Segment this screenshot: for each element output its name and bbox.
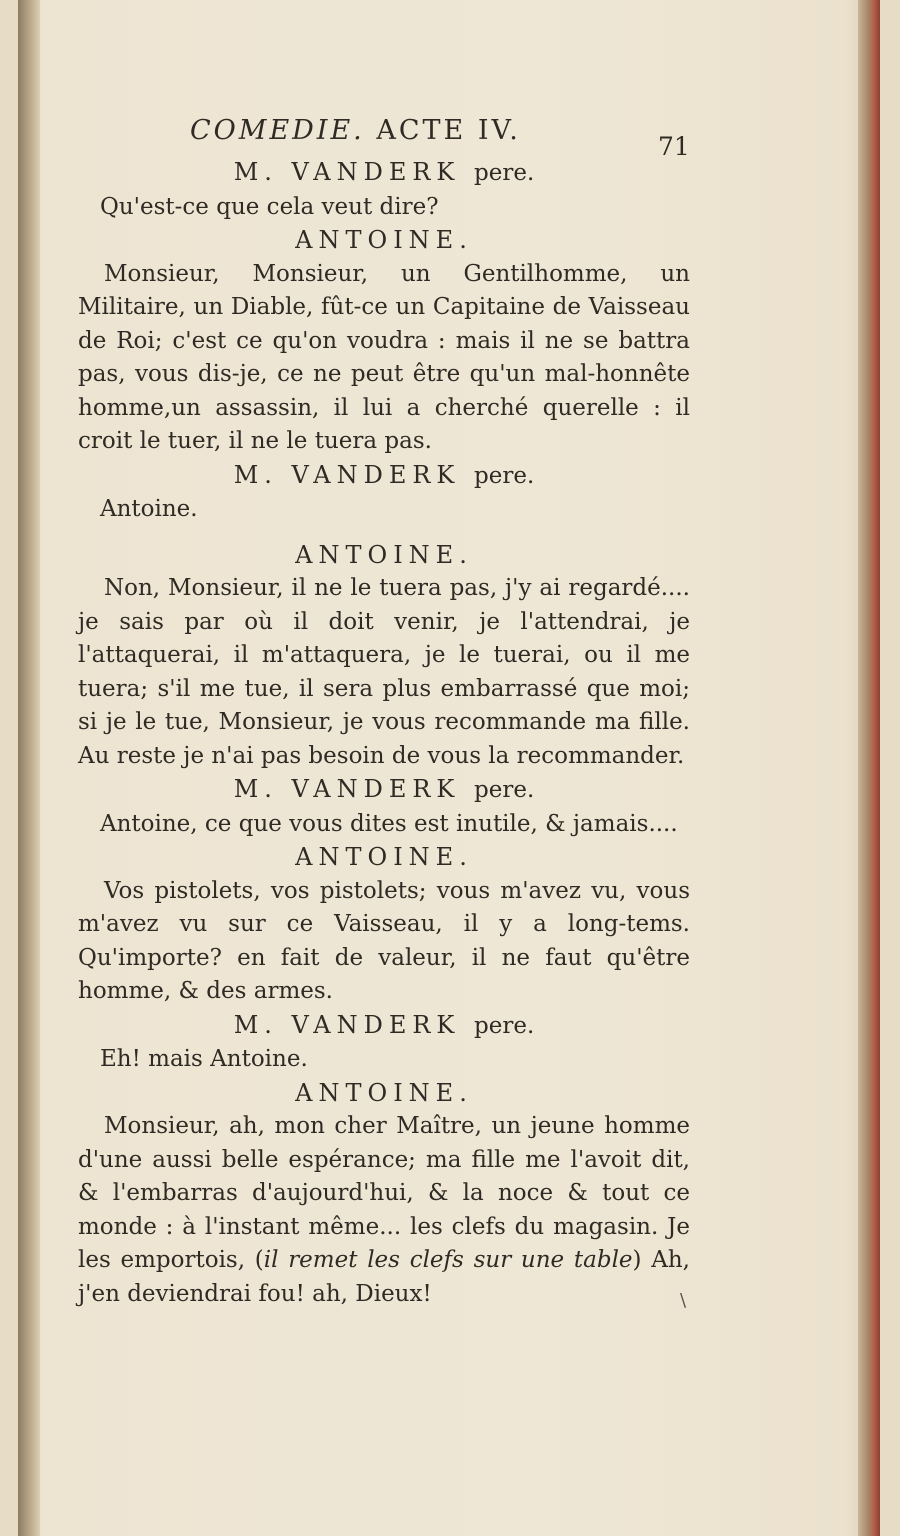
speech-text-part: Monsieur, ah, mon cher Maître, un jeune homme d'une aussi belle espérance; ma fille me l'avoit dit, & l'embarras d'aujourd'hui, & la noce & tout ce monde : à l'instant même... les clefs du magasin. Je les emportois, ( bbox=[78, 1113, 690, 1273]
speaker-name: M. VANDERK bbox=[233, 775, 461, 803]
stage-direction: il remet les clefs sur une table bbox=[263, 1247, 633, 1273]
page-number: 71 bbox=[658, 132, 690, 161]
speech-text: Non, Monsieur, il ne le tuera pas, j'y ai regardé.... je sais par où il doit venir, je l'attendrai, je l'attaquerai, il m'attaquera, je le tuerai, ou il me tuera; s'il me tue, il sera plus embarrassé que moi; si je le tue, Monsieur, je vous recommande ma fille. Au reste je n'ai pas besoin de vous la recommander. bbox=[78, 575, 690, 769]
speech-text-part: ) Ah, j'en deviendrai fou! ah, Dieux! bbox=[78, 1247, 690, 1307]
speaker-heading bbox=[78, 1077, 690, 1111]
running-head bbox=[190, 114, 521, 148]
speaker-role: pere. bbox=[474, 1012, 535, 1039]
page-edge bbox=[858, 0, 880, 1536]
speaker-name: ANTOINE. bbox=[295, 540, 473, 569]
speaker-heading bbox=[78, 539, 690, 573]
book-page bbox=[18, 0, 880, 1536]
ink-mark: \ bbox=[680, 1290, 687, 1311]
speech-text bbox=[78, 1110, 690, 1311]
speaker-heading bbox=[78, 773, 690, 808]
page-text bbox=[78, 114, 690, 1311]
speaker-heading bbox=[78, 841, 690, 875]
speaker-name: M. VANDERK bbox=[233, 158, 461, 186]
speaker-name: ANTOINE. bbox=[295, 843, 473, 871]
speaker-name: M. VANDERK bbox=[233, 1010, 461, 1039]
speech-text: Antoine. bbox=[100, 496, 198, 522]
speaker-heading bbox=[78, 156, 690, 191]
page-gutter bbox=[18, 0, 40, 1536]
speech-text: Monsieur, Monsieur, un Gentilhomme, un Militaire, un Diable, fût-ce un Capitaine de Vaisseau de Roi; c'est ce qu'on voudra : mais il ne se battra pas, vous dis-je, ce ne peut être qu'un mal-honnête homme,un assassin, il lui a cherché querelle : il croit le tuer, il ne le tuera pas. bbox=[78, 260, 690, 454]
speaker-heading bbox=[78, 224, 690, 258]
speaker-name: ANTOINE. bbox=[295, 226, 473, 254]
speech-text: Eh! mais Antoine. bbox=[100, 1046, 308, 1072]
speaker-heading bbox=[78, 459, 690, 494]
page-header bbox=[78, 114, 690, 161]
speaker-role: pere. bbox=[474, 777, 535, 803]
speaker-heading bbox=[78, 1009, 690, 1044]
running-head-act: ACTE IV. bbox=[376, 115, 521, 146]
speaker-role: pere. bbox=[474, 160, 535, 186]
speech-text: Qu'est-ce que cela veut dire? bbox=[100, 193, 439, 220]
speaker-name: ANTOINE. bbox=[295, 1078, 473, 1107]
speaker-role: pere. bbox=[474, 462, 535, 489]
speaker-name: M. VANDERK bbox=[233, 460, 461, 489]
speech-text: Vos pistolets, vos pistolets; vous m'avez vu, vous m'avez vu sur ce Vaisseau, il y a long-tems. Qu'importe? en fait de valeur, il ne faut qu'être homme, & des armes. bbox=[78, 877, 690, 1004]
speech-text: Antoine, ce que vous dites est inutile, & jamais.... bbox=[100, 810, 678, 837]
running-head-title: COMEDIE. bbox=[190, 115, 365, 146]
